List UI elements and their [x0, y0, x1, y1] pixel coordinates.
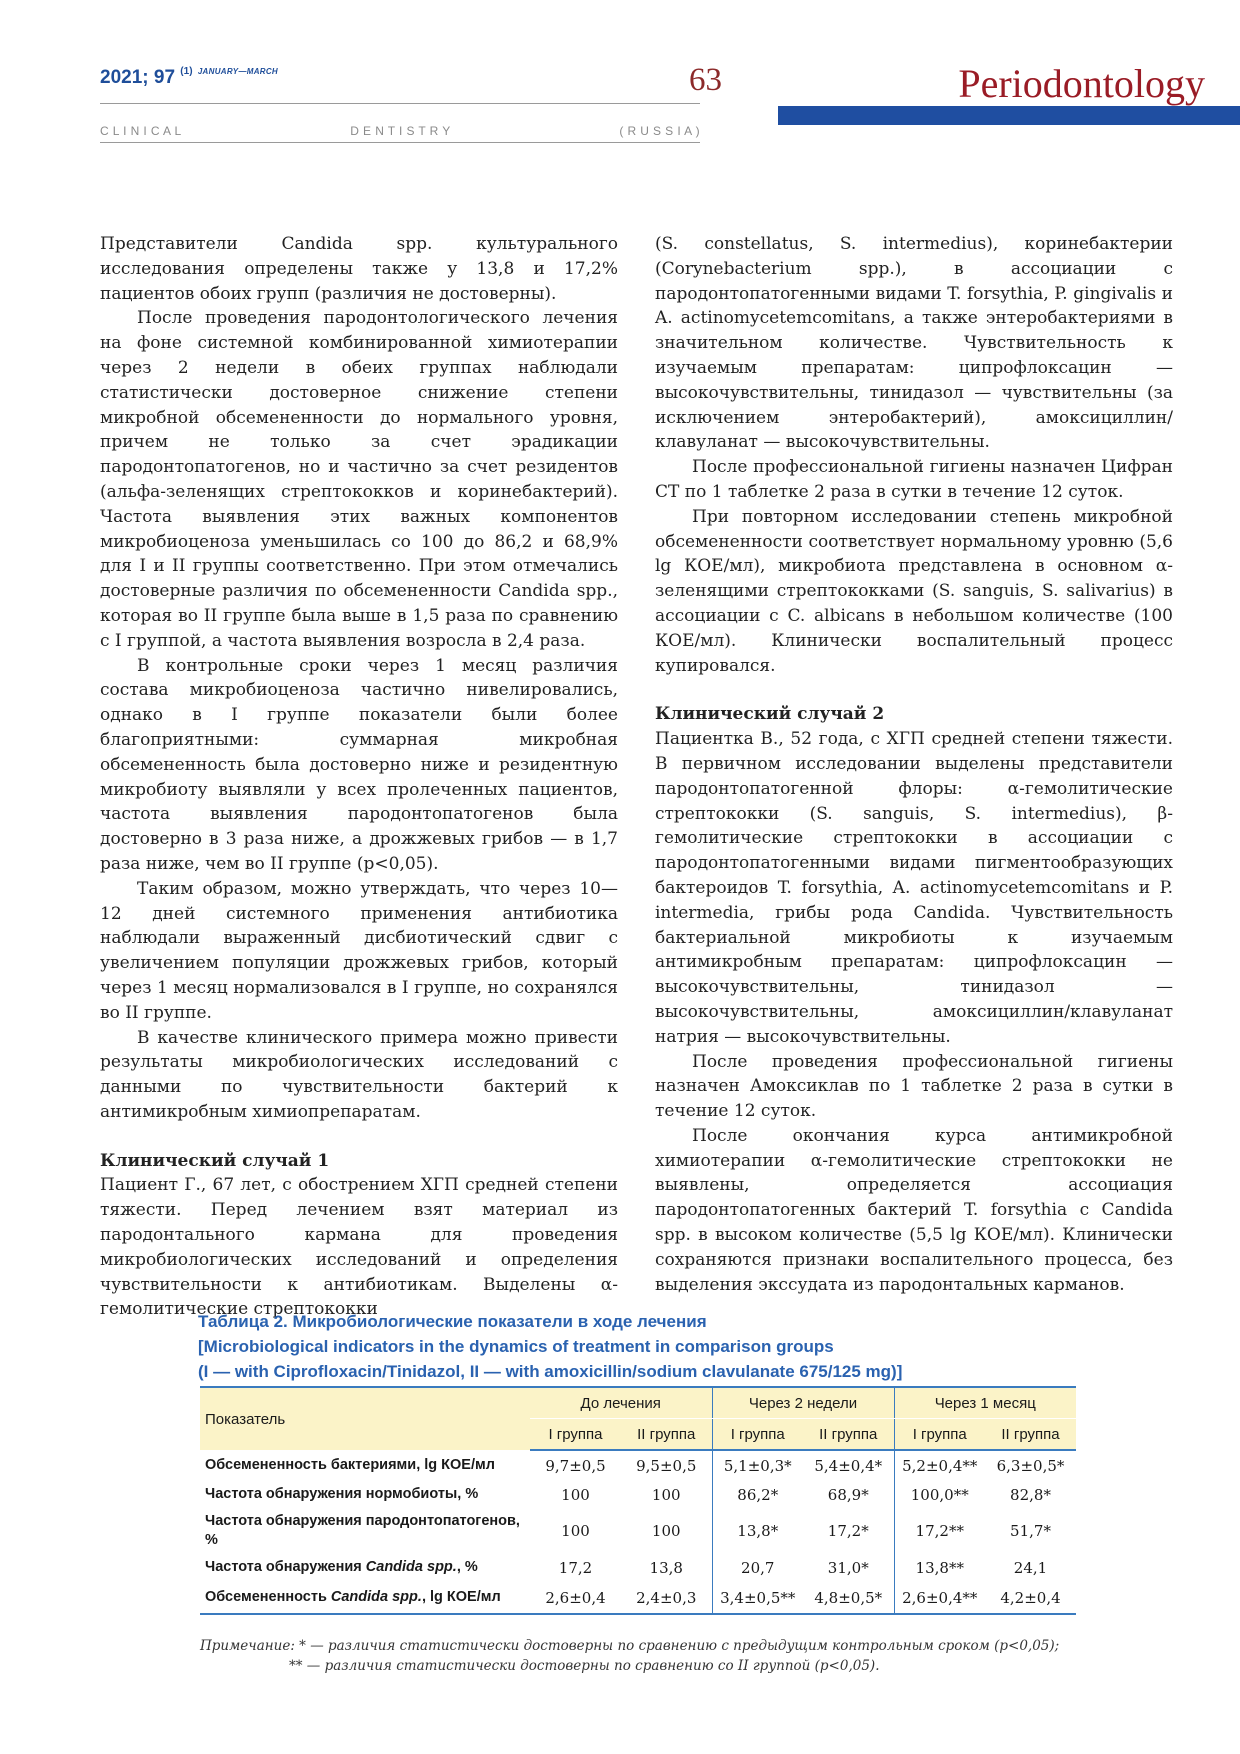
cell: 31,0* — [827, 1558, 869, 1577]
table-row — [200, 1582, 1076, 1614]
cell: 24,1 — [1013, 1558, 1048, 1577]
note-line: ** — различия статистически достоверны по сравнению со II группой (p<0,05). — [289, 1658, 880, 1674]
cell: 13,8* — [712, 1509, 803, 1553]
paragraph: Пациентка В., 52 года, с ХГП средней степени тяжести. В первичном исследовании выделены представители пародонтопатогенной флоры: α-гемолитические стрептококки (S. sanguis, S. intermedius), β-гемолитические стрептококки в ассоциации с пародонтопатогенными видами пигментообразующих бактероидов T. forsythia, A. actinomycetemcomitans и P. intermedia, грибы рода Candida. Чувствительность бактериальной микробиоты к изучаемым антимикробным препаратам: ципрофлоксацин — высокочувствительны, тинидазол — высокочувствительны, амоксициллин/клавуланат натрия — высокочувствительны. — [655, 729, 1173, 1047]
cell: 100 — [651, 1522, 681, 1540]
cell: 17,2** — [894, 1509, 985, 1553]
issue-info — [100, 66, 278, 89]
cell: 17,2* — [827, 1522, 869, 1540]
cell: 5,1±0,3* — [712, 1450, 803, 1480]
caption-line: (I — with Ciprofloxacin/Tinidazol, II — with amoxicillin/sodium clavulanate 675/125 mg)] — [198, 1362, 903, 1381]
table-note — [200, 1636, 1100, 1676]
table-caption — [198, 1309, 1098, 1384]
period-header: Через 2 недели — [712, 1387, 894, 1419]
case-1-heading: Клинический случай 1 — [100, 1150, 330, 1171]
section-title: Periodontology — [958, 61, 1205, 106]
paragraph: После проведения профессиональной гигиены назначен Амоксиклав по 1 таблетке 2 раза в сутки в течение 12 суток. — [655, 1051, 1173, 1122]
header-rule-bottom — [100, 142, 700, 143]
cell: 100 — [561, 1522, 590, 1540]
cell: 51,7* — [1010, 1522, 1051, 1540]
cell: 13,8 — [649, 1558, 683, 1577]
period-header: До лечения — [530, 1387, 712, 1419]
group-header: I группа — [894, 1419, 985, 1451]
issue-number: (1) — [180, 66, 193, 77]
paragraph: В качестве клинического примера можно привести результаты микробиологических исследований с данными по чувствительности бактерий к антимикробным химиопрепаратам. — [100, 1027, 618, 1122]
cell: 100,0** — [894, 1480, 985, 1509]
group-header: II группа — [985, 1419, 1076, 1451]
journal-name — [100, 124, 700, 138]
journal-word-2: D E N T I S T R Y — [350, 124, 451, 138]
row-label: Частота обнаружения нормобиоты, % — [205, 1486, 479, 1502]
group-header: II группа — [621, 1419, 712, 1451]
note-line: Примечание: * — различия статистически достоверны по сравнению с предыдущим контрольным сроком (p<0,05); — [200, 1638, 1060, 1654]
cell: 2,6±0,4 — [530, 1582, 621, 1614]
paragraph: (S. constellatus, S. intermedius), коринебактерии (Corynebacterium spp.), в ассоциации с пародонтопатогенными видами T. forsythia, P. gingivalis и A. actinomycetemcomitans, а также энтеробактериями в значительном количестве. Чувствительность к изучаемым препаратам: ципрофлоксацин — высокочувствительны, тинидазол — чувствительны (за исключением энтеробактерий), амоксициллин/клавуланат — высокочувствительны. — [655, 234, 1173, 453]
paragraph: При повторном исследовании степень микробной обсемененности соответствует нормальному уровню (5,6 lg КОЕ/мл), микробиота представлена в основном α-зеленящими стрептококками (S. sanguis, S. salivarius) в ассоциации с C. albicans в небольшом количестве (100 КОЕ/мл). Клинически воспалительный процесс купировался. — [655, 506, 1173, 676]
section-bar — [778, 106, 1240, 125]
cell: 82,8* — [1010, 1485, 1051, 1504]
left-column — [100, 232, 618, 1322]
cell: 2,4±0,3 — [621, 1582, 712, 1614]
paragraph: После профессиональной гигиены назначен Цифран СТ по 1 таблетке 2 раза в сутки в течение 12 суток. — [655, 457, 1173, 502]
cell: 68,9* — [827, 1485, 869, 1504]
table-row — [200, 1553, 1076, 1582]
paragraph: Таким образом, можно утверждать, что через 10—12 дней системного применения антибиотика наблюдали выраженный дисбиотический сдвиг с увеличением популяции дрожжевых грибов, который через 1 месяц нормализовался в I группе, но сохранялся во II группе. — [100, 878, 618, 1023]
paragraph: Представители Candida spp. культурального исследования определены также у 13,8 и 17,2% пациентов обоих групп (различия не достоверны). — [100, 234, 618, 304]
cell: 20,7 — [712, 1553, 803, 1582]
cell: 9,5±0,5 — [636, 1456, 697, 1475]
row-label: Частота обнаружения пародонтопатогенов, % — [205, 1513, 520, 1548]
cell: 100 — [651, 1485, 681, 1504]
issue-months: JANUARY—MARCH — [197, 67, 279, 76]
row-label: Обсемененность бактериями, lg КОЕ/мл — [205, 1456, 495, 1473]
group-header: II группа — [803, 1419, 894, 1451]
paragraph: После окончания курса антимикробной химиотерапии α-гемолитические стрептококки не выявлены, определяется ассоциация пародонтопатогенных бактерий T. forsythia с Candida spp. в высоком количестве (5,5 lg КОЕ/мл). Клинически сохраняются признаки воспалительного процесса, без выделения экссудата из пародонтальных карманов. — [655, 1125, 1173, 1295]
cell: 9,7±0,5 — [545, 1456, 606, 1475]
cell: 86,2* — [712, 1480, 803, 1509]
page-number: 63 — [689, 62, 722, 98]
table-row — [200, 1480, 1076, 1509]
cell: 100 — [561, 1485, 590, 1504]
group-header: I группа — [530, 1419, 621, 1451]
case-2-heading: Клинический случай 2 — [655, 704, 885, 725]
header-rule-top — [100, 103, 700, 104]
row-label: Обсемененность Candida spp., lg КОЕ/мл — [200, 1582, 530, 1614]
microbiology-table — [200, 1386, 1076, 1615]
cell: 17,2 — [558, 1558, 593, 1577]
row-label: Частота обнаружения Candida spp., % — [205, 1559, 478, 1575]
paragraph: Пациент Г., 67 лет, с обострением ХГП средней степени тяжести. Перед лечением взят материал из пародонтального кармана для проведения микробиологических исследований и определения чувствительности к антибиотикам. Выделены α-гемолитические стрептококки — [100, 1175, 618, 1320]
cell: 5,2±0,4** — [894, 1450, 985, 1480]
cell: 3,4±0,5** — [712, 1582, 803, 1614]
cell: 4,2±0,4 — [985, 1582, 1076, 1614]
paragraph: После проведения пародонтологического лечения на фоне системной комбинированной химиотерапии через 2 недели в обеих группах наблюдали статистически достоверное снижение степени микробной обсемененности до нормального уровня, причем не только за счет эрадикации пародонтопатогенов, но и частично за счет резидентов (альфа-зеленящих стрептококков и коринебактерий). Частота выявления этих важных компонентов микробиоценоза уменьшилась со 100 до 86,2 и 68,9% для I и II группы соответственно. При этом отмечались достоверные различия по обсемененности Candida spp., которая во II группе была выше в 1,5 раза по сравнению с I группой, а частота выявления возросла в 2,4 раза. — [100, 308, 618, 651]
param-header: Показатель — [200, 1387, 530, 1450]
period-header: Через 1 месяц — [894, 1387, 1076, 1419]
caption-line: Таблица 2. Микробиологические показатели в ходе лечения — [198, 1312, 707, 1331]
journal-word-1: C L I N I C A L — [100, 124, 182, 138]
cell: 6,3±0,5* — [996, 1456, 1065, 1475]
cell: 2,6±0,4** — [894, 1582, 985, 1614]
cell: 4,8±0,5* — [803, 1582, 894, 1614]
group-header: I группа — [712, 1419, 803, 1451]
year-volume: 2021; 97 — [100, 67, 176, 88]
table-row — [200, 1450, 1076, 1480]
journal-word-3: ( R U S S I A ) — [619, 124, 700, 138]
paragraph: В контрольные сроки через 1 месяц различия состава микробиоценоза частично нивелировались, однако в I группе показатели были более благоприятными: суммарная микробная обсемененность была достоверно ниже и резидентную микробиоту выявляли у всех пролеченных пациентов, частота выявления пародонтопатогенов была достоверно в 3 раза ниже, а дрожжевых грибов — в 1,7 раза ниже, чем во II группе (p<0,05). — [100, 655, 618, 874]
table-row — [200, 1509, 1076, 1553]
cell: 5,4±0,4* — [814, 1456, 883, 1475]
caption-line: [Microbiological indicators in the dynamics of treatment in comparison groups — [198, 1337, 834, 1356]
right-column — [655, 232, 1173, 1297]
cell: 13,8** — [894, 1553, 985, 1582]
